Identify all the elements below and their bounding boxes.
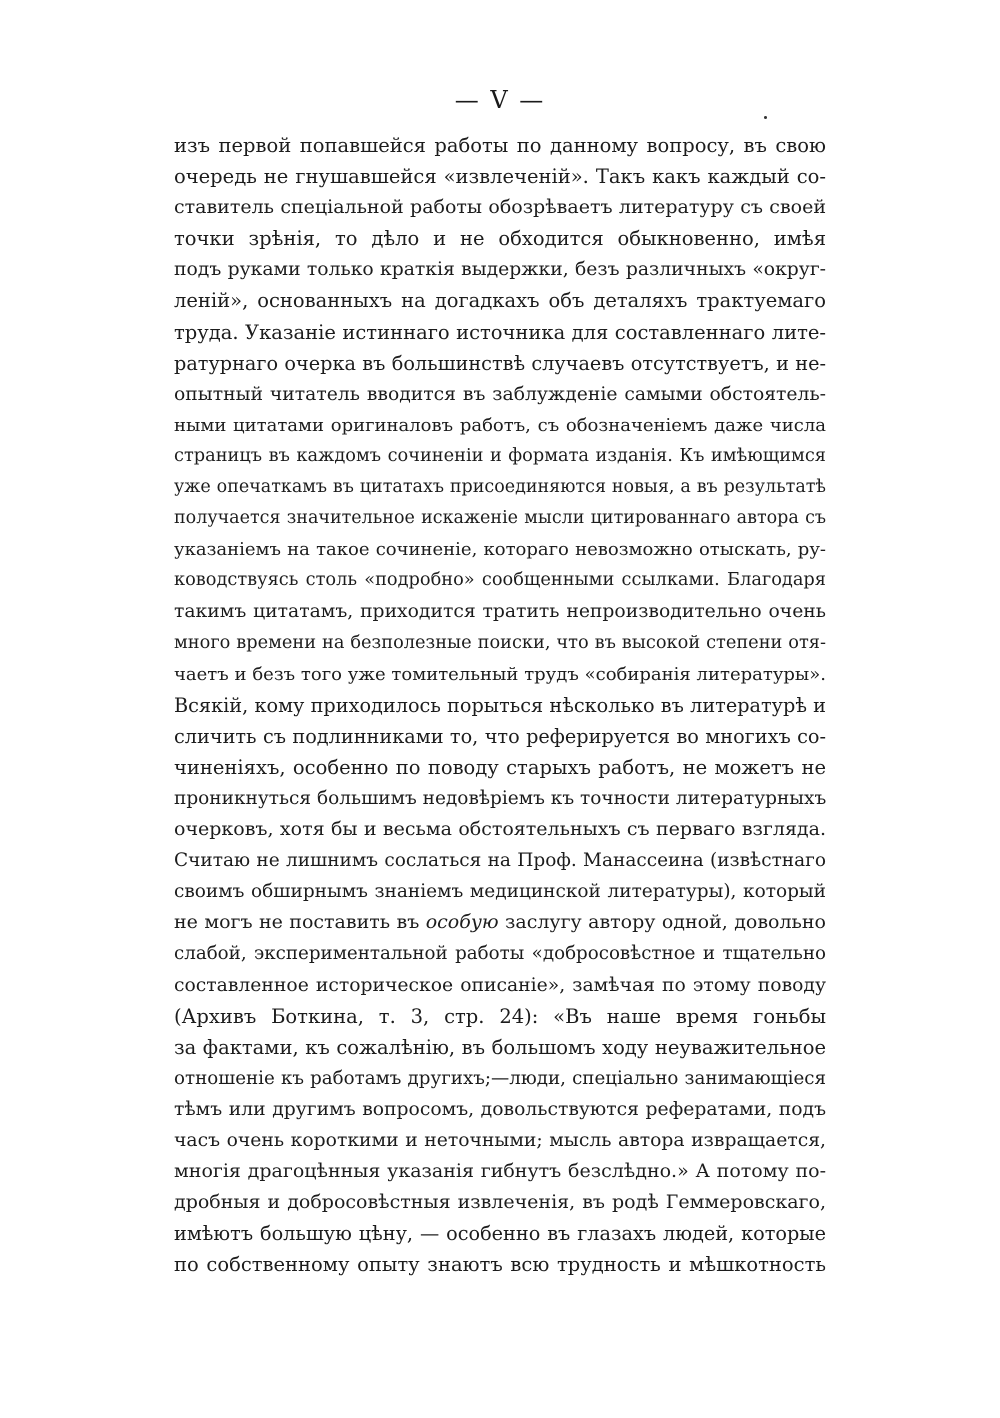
text-line: Всякій, кому приходилось порыться нѣсколько въ литературѣ и bbox=[174, 693, 826, 717]
text-line: указаніемъ на такое сочиненіе, котораго невозможно отыскать, ру- bbox=[174, 539, 826, 561]
text-line: чиненіяхъ, особенно по поводу старыхъ работъ, не можетъ не bbox=[174, 755, 826, 779]
text-line: многія драгоцѣнныя указанія гибнутъ безслѣдно.» А потому по- bbox=[174, 1160, 826, 1183]
text-line: подъ руками только краткія выдержки, безъ различныхъ «округ- bbox=[174, 259, 826, 281]
text-line: ставитель спеціальной работы обозрѣваетъ литературу съ своей bbox=[174, 196, 826, 219]
text-line: за фактами, къ сожалѣнію, въ большомъ ходу неуважительное bbox=[174, 1035, 826, 1059]
text-line: леній», основанныхъ на догадкахъ объ деталяхъ трактуемаго bbox=[174, 289, 826, 313]
text-line: очередь не гнушавшейся «извлеченій». Такъ какъ каждый со- bbox=[174, 165, 826, 189]
text-line: такимъ цитатамъ, приходится тратить непроизводительно очень bbox=[174, 601, 826, 623]
text-line: страницъ въ каждомъ сочиненіи и формата изданія. Къ имѣющимся bbox=[174, 445, 826, 466]
text-line: ными цитатами оригиналовъ работъ, съ обозначеніемъ даже числа bbox=[174, 414, 826, 436]
text-line: часъ очень короткими и неточными; мысль автора извращается, bbox=[174, 1130, 826, 1151]
body-text bbox=[174, 130, 826, 1280]
text-line: по собственному опыту знаютъ всю трудность и мѣшкотность bbox=[174, 1253, 826, 1277]
text-line: изъ первой попавшейся работы по данному вопросу, въ свою bbox=[174, 134, 826, 157]
text-line: своимъ обширнымъ знаніемъ медицинской литературы), который bbox=[174, 881, 826, 903]
text-line: составленное историческое описаніе», замѣчая по этому поводу bbox=[174, 974, 826, 996]
text-line: сличить съ подлинниками то, что реферируется во многихъ со- bbox=[174, 724, 826, 748]
text-line: ководствуясь столь «подробно» сообщенными ссылками. Благодаря bbox=[174, 570, 826, 591]
text-line: получается значительное искаженіе мысли цитированнаго автора съ bbox=[174, 508, 826, 529]
emphasized-word: особую bbox=[425, 911, 499, 934]
text-line: имѣютъ большую цѣну, — особенно въ глазахъ людей, которые bbox=[174, 1222, 826, 1246]
text-line: точки зрѣнія, то дѣло и не обходится обыкновенно, имѣя bbox=[174, 227, 826, 251]
text-line: чаетъ и безъ того уже томительный трудъ «собиранія литературы». bbox=[174, 663, 826, 685]
text-line: слабой, экспериментальной работы «добросовѣстное и тщательно bbox=[174, 943, 826, 965]
text-line: уже опечаткамъ въ цитатахъ присоединяются новыя, а въ результатѣ bbox=[174, 477, 826, 498]
text-line: много времени на безполезные поиски, что въ высокой степени отя- bbox=[174, 632, 826, 653]
text-line: ратурнаго очерка въ большинствѣ случаевъ отсутствуетъ, и не- bbox=[174, 351, 826, 375]
text-line: Считаю не лишнимъ сослаться на Проф. Манассеина (извѣстнаго bbox=[174, 850, 826, 872]
text-line: (Архивъ Боткина, т. 3, стр. 24): «Въ наше время гоньбы bbox=[174, 1004, 826, 1028]
print-speck bbox=[764, 116, 767, 119]
text-line: дробныя и добросовѣстныя извлеченія, въ родѣ Геммеровскаго, bbox=[174, 1191, 826, 1214]
text-line: очерковъ, хотя бы и весьма обстоятельныхъ съ перваго взгляда. bbox=[174, 818, 826, 841]
text-line: не могъ не поставить въ особую заслугу автору одной, довольно bbox=[174, 911, 826, 934]
text-line: труда. Указаніе истиннаго источника для составленнаго лите- bbox=[174, 320, 826, 344]
text-line: проникнуться большимъ недовѣріемъ къ точности литературныхъ bbox=[174, 787, 826, 809]
text-line: отношеніе къ работамъ другихъ;—люди, спеціально занимающіеся bbox=[174, 1067, 826, 1089]
text-line: тѣмъ или другимъ вопросомъ, довольствуются рефератами, подъ bbox=[174, 1098, 826, 1120]
page-number: — V — bbox=[454, 86, 546, 114]
text-line: опытный читатель вводится въ заблужденіе самыми обстоятель- bbox=[174, 383, 826, 405]
